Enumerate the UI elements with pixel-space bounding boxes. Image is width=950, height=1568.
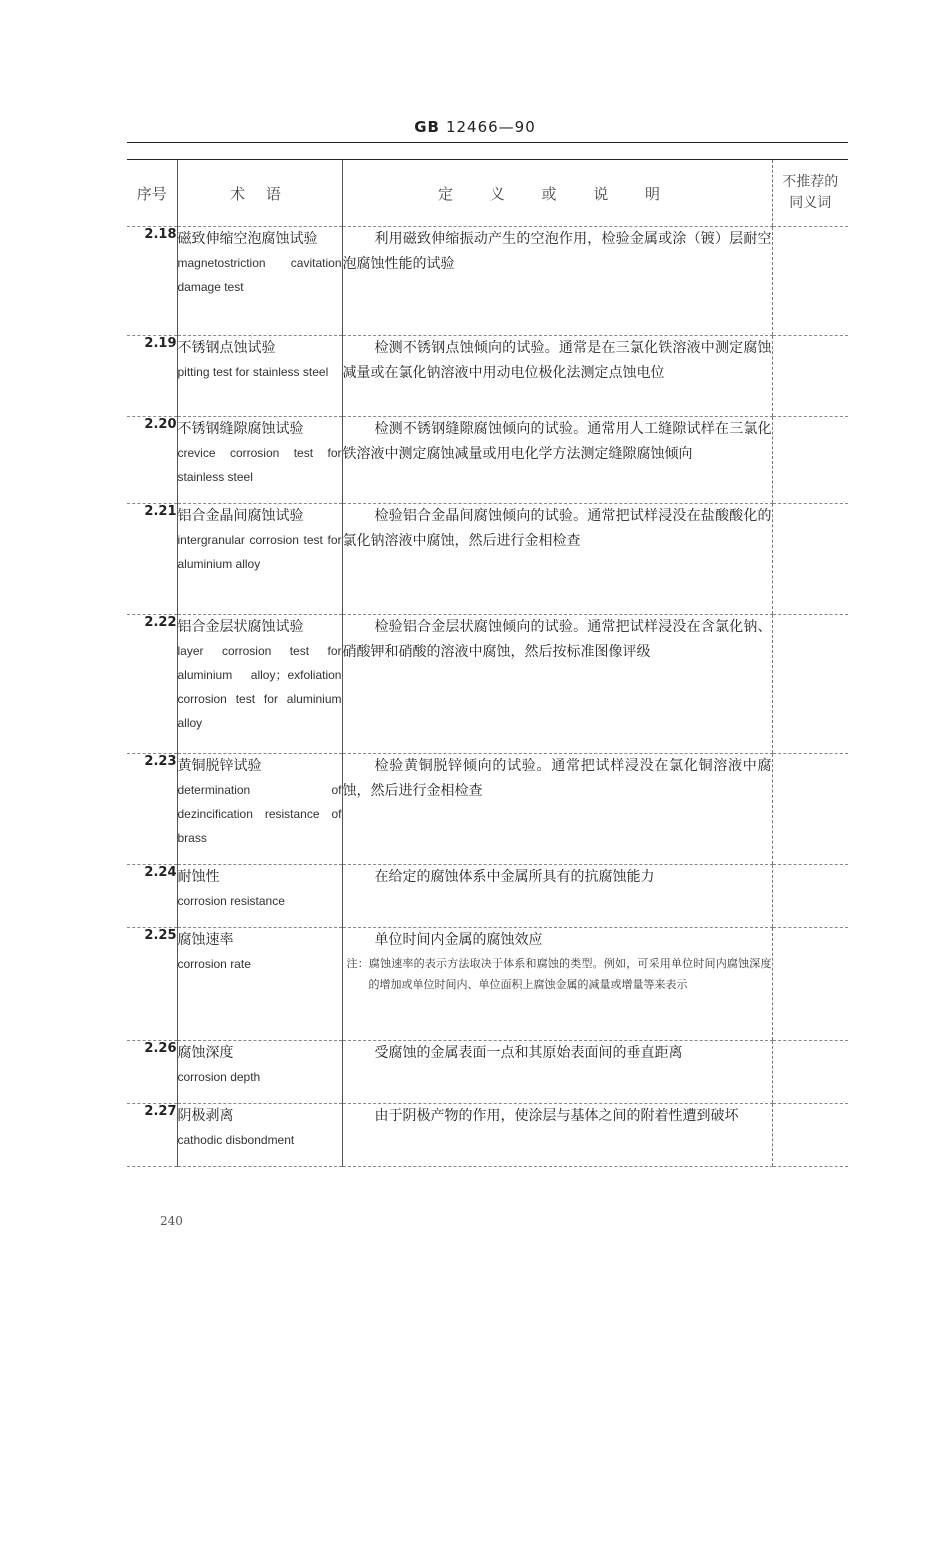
table-row (127, 336, 848, 417)
table-row (127, 928, 848, 1041)
table-header-row (127, 160, 848, 227)
standard-prefix: GB (414, 118, 440, 136)
term-english: cathodic disbondment (177, 1133, 295, 1147)
term-number: 2.27 (127, 1104, 177, 1167)
synonym-cell (772, 865, 848, 928)
table-row (127, 504, 848, 615)
table-row (127, 615, 848, 754)
term-number: 2.21 (127, 504, 177, 615)
synonym-cell (772, 928, 848, 1041)
term-chinese: 磁致伸缩空泡腐蚀试验 (177, 231, 318, 247)
page-number: 240 (160, 1214, 183, 1228)
term-cell (177, 417, 342, 504)
synonym-cell (772, 227, 848, 336)
column-header-term: 术 语 (177, 160, 342, 227)
definition-cell (342, 928, 772, 1041)
definition-text: 检验铝合金层状腐蚀倾向的试验。通常把试样浸没在含氯化钠、硝酸钾和硝酸的溶液中腐蚀，然后按标准图像评级 (342, 619, 772, 660)
term-english: determination of dezincification resistance of brass (177, 783, 342, 845)
definition-note: 注：腐蚀速率的表示方法取决于体系和腐蚀的类型。例如，可采用单位时间内腐蚀深度的增加或单位时间内、单位面积上腐蚀金属的减量或增量等来表示 (346, 957, 772, 991)
term-chinese: 腐蚀深度 (177, 1045, 234, 1061)
term-english: pitting test for stainless steel (177, 365, 329, 379)
table-row (127, 227, 848, 336)
definition-text: 检验黄铜脱锌倾向的试验。通常把试样浸没在氯化铜溶液中腐蚀，然后进行金相检查 (342, 758, 772, 799)
term-number: 2.26 (127, 1041, 177, 1104)
term-english: layer corrosion test for aluminium alloy；exfoliation corrosion test for aluminium alloy (177, 644, 342, 730)
term-cell (177, 336, 342, 417)
term-number: 2.20 (127, 417, 177, 504)
term-english: corrosion rate (177, 957, 251, 971)
term-chinese: 腐蚀速率 (177, 932, 234, 948)
synonym-cell (772, 504, 848, 615)
synonym-cell (772, 615, 848, 754)
synonym-cell (772, 336, 848, 417)
synonym-cell (772, 754, 848, 865)
definition-cell (342, 417, 772, 504)
definition-cell (342, 615, 772, 754)
definition-text: 利用磁致伸缩振动产生的空泡作用，检验金属或涂（镀）层耐空泡腐蚀性能的试验 (342, 231, 772, 272)
term-number: 2.18 (127, 227, 177, 336)
column-header-number: 序号 (127, 160, 177, 227)
table-row (127, 1104, 848, 1167)
term-english: corrosion depth (177, 1070, 261, 1084)
synonym-cell (772, 1041, 848, 1104)
column-header-synonym: 不推荐的 同义词 (772, 160, 848, 227)
term-chinese: 耐蚀性 (177, 869, 220, 885)
term-number: 2.24 (127, 865, 177, 928)
term-english: intergranular corrosion test for aluminium alloy (177, 533, 342, 571)
term-number: 2.25 (127, 928, 177, 1041)
synonym-cell (772, 417, 848, 504)
definition-cell (342, 865, 772, 928)
definition-cell (342, 1104, 772, 1167)
term-number: 2.19 (127, 336, 177, 417)
definition-text: 由于阴极产物的作用，使涂层与基体之间的附着性遭到破坏 (374, 1108, 739, 1124)
definition-text: 单位时间内金属的腐蚀效应 (374, 932, 543, 948)
term-chinese: 不锈钢缝隙腐蚀试验 (177, 421, 304, 437)
definition-text: 检测不锈钢缝隙腐蚀倾向的试验。通常用人工缝隙试样在三氯化铁溶液中测定腐蚀减量或用电化学方法测定缝隙腐蚀倾向 (342, 421, 772, 462)
header-rule (127, 142, 848, 143)
definition-cell (342, 336, 772, 417)
terms-table (127, 160, 848, 1167)
standard-code (0, 118, 950, 136)
term-cell (177, 1104, 342, 1167)
term-chinese: 铝合金层状腐蚀试验 (177, 619, 304, 635)
term-chinese: 铝合金晶间腐蚀试验 (177, 508, 304, 524)
term-english: magnetostriction cavitation damage test (177, 256, 342, 294)
definition-cell (342, 504, 772, 615)
definition-text: 在给定的腐蚀体系中金属所具有的抗腐蚀能力 (374, 869, 655, 885)
standard-number: 12466—90 (445, 118, 536, 136)
term-chinese: 不锈钢点蚀试验 (177, 340, 276, 356)
table-row (127, 417, 848, 504)
definition-text: 检验铝合金晶间腐蚀倾向的试验。通常把试样浸没在盐酸酸化的氯化钠溶液中腐蚀，然后进行金相检查 (342, 508, 772, 549)
definition-cell (342, 1041, 772, 1104)
table-row (127, 865, 848, 928)
term-cell (177, 928, 342, 1041)
synonym-cell (772, 1104, 848, 1167)
definition-text: 检测不锈钢点蚀倾向的试验。通常是在三氯化铁溶液中测定腐蚀减量或在氯化钠溶液中用动电位极化法测定点蚀电位 (342, 340, 772, 381)
term-english: crevice corrosion test for stainless steel (177, 446, 342, 484)
term-chinese: 黄铜脱锌试验 (177, 758, 262, 774)
term-cell (177, 615, 342, 754)
table-row (127, 1041, 848, 1104)
term-cell (177, 504, 342, 615)
term-english: corrosion resistance (177, 894, 285, 908)
term-cell (177, 754, 342, 865)
term-number: 2.23 (127, 754, 177, 865)
definition-text: 受腐蚀的金属表面一点和其原始表面间的垂直距离 (374, 1045, 683, 1061)
term-cell (177, 227, 342, 336)
term-cell (177, 1041, 342, 1104)
term-cell (177, 865, 342, 928)
definition-cell (342, 227, 772, 336)
term-chinese: 阴极剥离 (177, 1108, 234, 1124)
term-number: 2.22 (127, 615, 177, 754)
definition-cell (342, 754, 772, 865)
table-row (127, 754, 848, 865)
column-header-definition: 定 义 或 说 明 (342, 160, 772, 227)
